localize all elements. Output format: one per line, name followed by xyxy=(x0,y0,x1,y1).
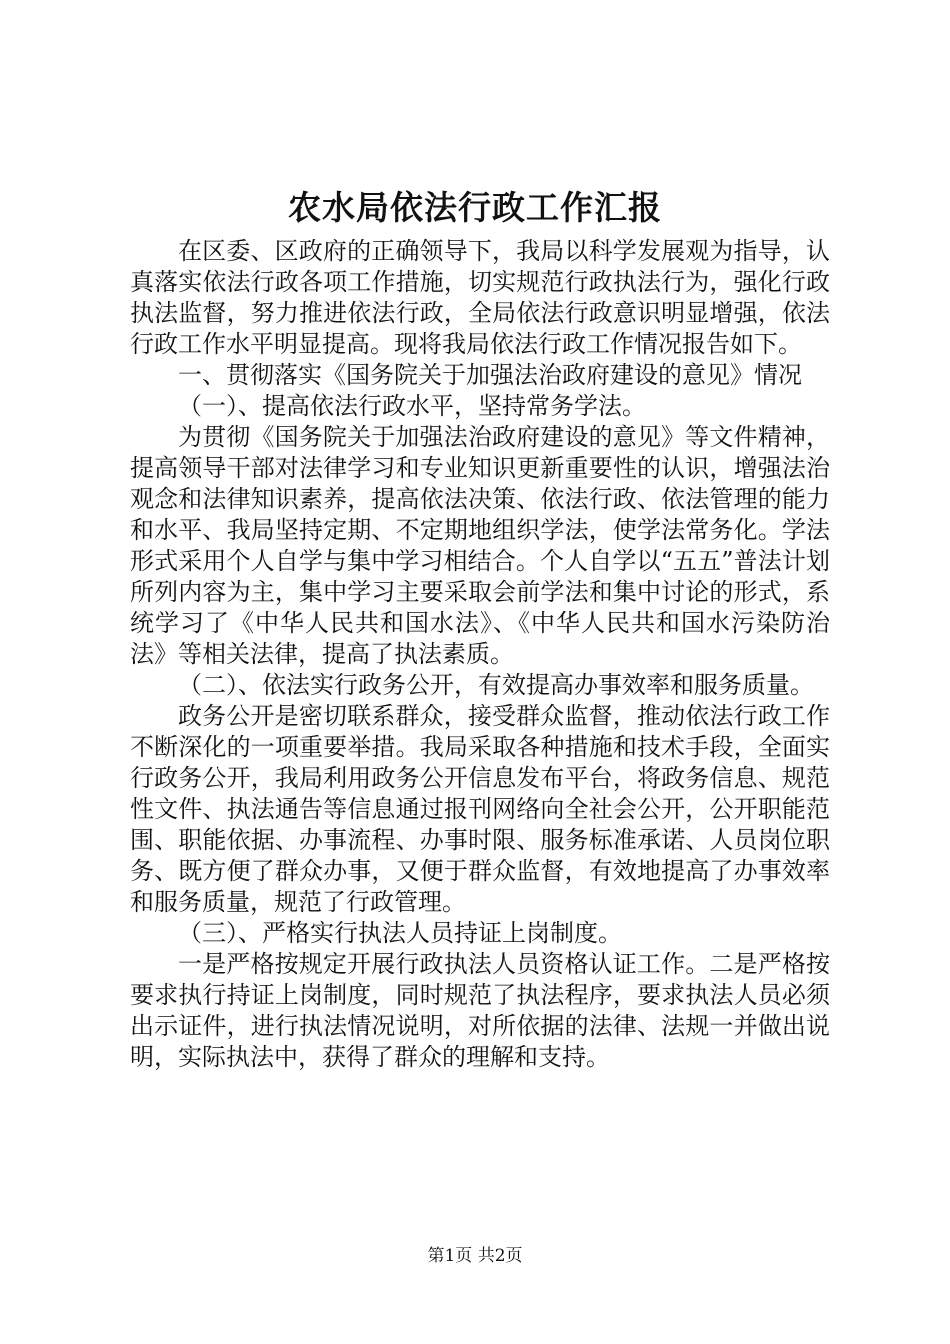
subsection-heading-1: （一）、提高依法行政水平，坚持常务学法。 xyxy=(178,392,646,420)
paragraph-intro: 在区委、区政府的正确领导下，我局以科学发展观为指导，认真落实依法行政各项工作措施，切实规范行政执法行为，强化行政执法监督，努力推进依法行政，全局依法行政意识明显增强，依法行政工作水平明显提高。现将我局依法行政工作情况报告如下。 xyxy=(130,237,830,358)
paragraph-study-law: 为贯彻《国务院关于加强法治政府建设的意见》等文件精神，提高领导干部对法律学习和专业知识更新重要性的认识，增强法治观念和法律知识素养，提高依法决策、依法行政、依法管理的能力和水平、我局坚持定期、不定期地组织学法，使学法常务化。学法形式采用个人自学与集中学习相结合。个人自学以“五五”普法计划所列内容为主，集中学习主要采取会前学法和集中讨论的形式，系统学习了《中华人民共和国水法》、《中华人民共和国水污染防治法》等相关法律，提高了执法素质。 xyxy=(130,423,830,668)
paragraph-certification: 一是严格按规定开展行政执法人员资格认证工作。二是严格按要求执行持证上岗制度，同时规范了执法程序，要求执法人员必须出示证件，进行执法情况说明，对所依据的法律、法规一并做出说明，实际执法中，获得了群众的理解和支持。 xyxy=(130,950,830,1071)
subsection-heading-3: （三）、严格实行执法人员持证上岗制度。 xyxy=(178,919,622,947)
section-heading-1: 一、贯彻落实《国务院关于加强法治政府建设的意见》情况 xyxy=(178,361,802,389)
document-title: 农水局依法行政工作汇报 xyxy=(288,188,662,227)
document-body xyxy=(130,236,830,1073)
paragraph-open-government: 政务公开是密切联系群众，接受群众监督，推动依法行政工作不断深化的一项重要举措。我局采取各种措施和技术手段，全面实行政务公开，我局利用政务公开信息发布平台，将政务信息、规范性文件、执法通告等信息通过报刊网络向全社会公开，公开职能范围、职能依据、办事流程、办事时限、服务标准承诺、人员岗位职务、既方便了群众办事，又便于群众监督，有效地提高了办事效率和服务质量，规范了行政管理。 xyxy=(130,702,830,916)
subsection-heading-2: （二）、依法实行政务公开，有效提高办事效率和服务质量。 xyxy=(178,671,814,699)
page-footer: 第1页 共2页 xyxy=(427,1246,523,1266)
